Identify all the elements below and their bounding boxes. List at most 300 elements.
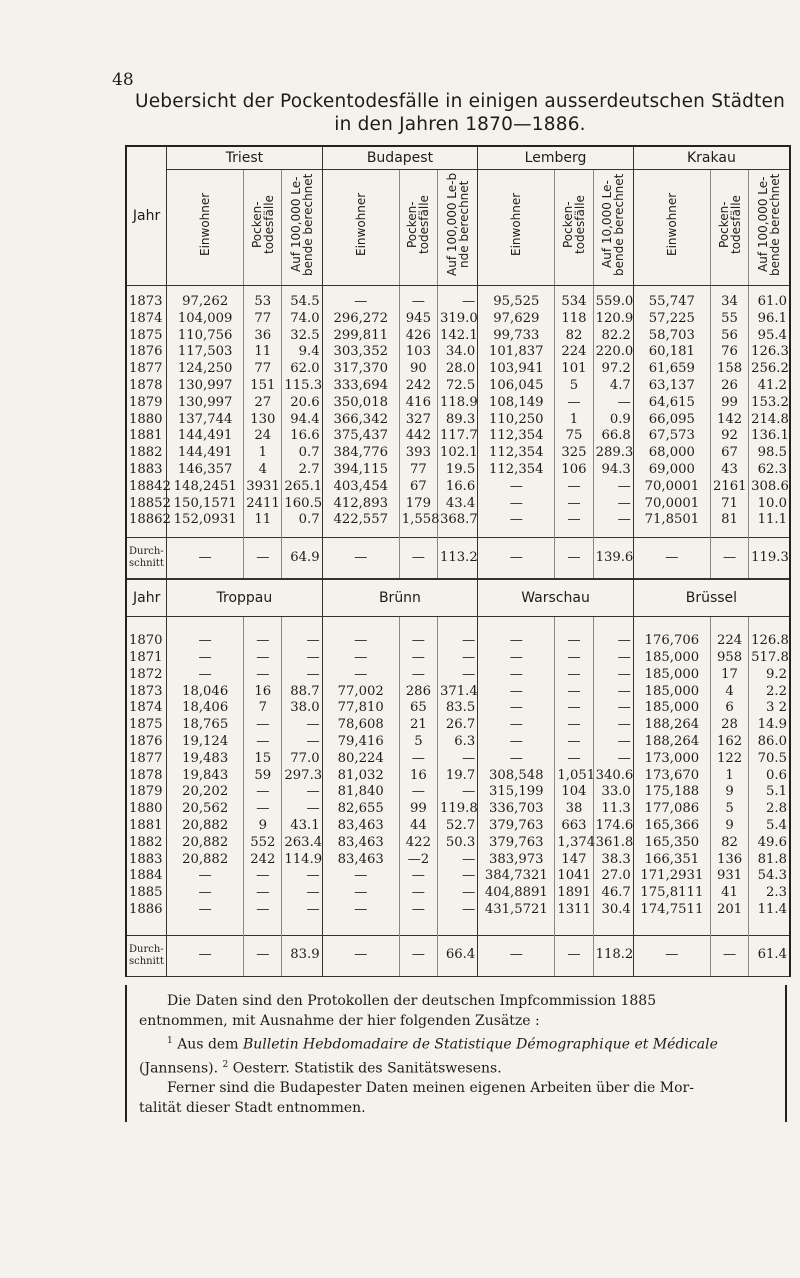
table-cell: 72.5 [437,378,477,395]
table-cell: 78,608 [322,717,399,734]
table-cell: 224 [710,633,748,650]
table-cell: 404,8891 [478,885,555,902]
table-cell: 82 [555,328,593,345]
table-cell: — [282,868,322,885]
table-cell: 102.1 [437,445,477,462]
year-cell: 1880 [129,801,163,817]
table-cell: — [282,885,322,902]
year-cell: 1879 [129,784,163,800]
note-line: talität dieser Stadt entnommen. [139,1100,366,1117]
table-row [127,395,789,412]
table-cell: 27 [244,395,282,412]
footnote-text: Aus dem [177,1036,239,1053]
table-cell: 30.4 [593,902,633,919]
footnote-2-text: Oesterr. Statistik des Sanitätswesens. [232,1060,502,1077]
table-cell: 41 [710,885,748,902]
table-cell: 158 [710,361,748,378]
table-cell: 28.0 [437,361,477,378]
table-cell: 97,262 [167,294,244,311]
table-cell: — [593,751,633,768]
table-cell: 144,491 [167,445,244,462]
table-cell: 18,406 [167,700,244,717]
year-cell: 1872 [129,666,163,682]
table-cell: 77,810 [322,700,399,717]
table-cell: — [167,902,244,919]
table-cell: 79,416 [322,734,399,751]
table-cell: 340.6 [593,768,633,785]
table-cell: 286 [399,684,437,701]
table-cell: — [399,294,437,311]
table-cell: 16 [244,684,282,701]
table-cell: — [555,751,593,768]
table-cell: 81,032 [322,768,399,785]
table-cell: 150,1571 [167,496,244,513]
table-cell: 368.7 [437,512,477,529]
average-row [127,538,789,579]
table-cell: 958 [710,650,748,667]
table-cell: — [244,784,282,801]
table-cell: 106 [555,462,593,479]
table-cell: 153.2 [749,395,789,412]
table-cell: 67 [710,445,748,462]
table-cell: 416 [399,395,437,412]
table-cell: — [593,734,633,751]
table-cell: 86.0 [749,734,789,751]
spacer-row [127,617,789,634]
table-cell: — [478,684,555,701]
city-header-budapest: Budapest [322,147,478,170]
table-cell: 104,009 [167,311,244,328]
table-row [127,784,789,801]
table-row [127,717,789,734]
col-header-rate: Auf 100,000 Le-bende berechnet [282,170,322,286]
table-cell: — [282,784,322,801]
table-cell: — [322,294,399,311]
footnote-1 [139,1031,785,1055]
table-cell: 9.2 [749,667,789,684]
table-row [127,835,789,852]
year-cell: 1883 [129,461,163,477]
city-header-warschau: Warschau [478,580,634,617]
table-cell: 33.0 [593,784,633,801]
table-cell: — [555,633,593,650]
average-cell: — [244,538,282,579]
table-cell: 147 [555,852,593,869]
table-cell: 18,765 [167,717,244,734]
table-cell: — [593,650,633,667]
table-cell: — [478,751,555,768]
table-cell: 4.7 [593,378,633,395]
table-cell: — [593,395,633,412]
table-cell: 24 [244,428,282,445]
table-cell: — [167,633,244,650]
table-cell: — [437,294,477,311]
table-row [127,361,789,378]
average-cell: — [399,935,437,976]
table-row [127,512,789,529]
table-row [127,328,789,345]
table-cell: 0.6 [749,768,789,785]
table-cell: 173,670 [633,768,710,785]
table-cell: 17 [710,667,748,684]
table-cell: 70.5 [749,751,789,768]
col-header-population: Einwohner [478,170,555,286]
table-cell: — [593,633,633,650]
average-cell: 64.9 [282,538,322,579]
table-row [127,818,789,835]
average-row [127,935,789,976]
table-cell: — [322,650,399,667]
table-cell: 315,199 [478,784,555,801]
table-cell: 403,454 [322,479,399,496]
table-cell: 256.2 [749,361,789,378]
table-cell: 26 [710,378,748,395]
table-cell: — [478,633,555,650]
table-cell: 144,491 [167,428,244,445]
table-cell: 115.3 [282,378,322,395]
table-cell: — [244,717,282,734]
table-cell: 67,573 [633,428,710,445]
year-cell: 1875 [129,327,163,343]
table-cell: 34.0 [437,344,477,361]
average-label: Durch-schnitt [127,935,167,976]
table-cell: 82,655 [322,801,399,818]
table-row [127,868,789,885]
table-cell: 55,747 [633,294,710,311]
table-cell: 20.6 [282,395,322,412]
table-cell: 43 [710,462,748,479]
table-cell: — [244,885,282,902]
table-cell: — [555,395,593,412]
table-cell: 5 [555,378,593,395]
table-cell: 297.3 [282,768,322,785]
table-cell: 70,0001 [633,479,710,496]
average-cell: 61.4 [749,935,789,976]
year-cell: 1880 [129,411,163,427]
average-cell: — [167,538,244,579]
table-cell: — [593,684,633,701]
table-cell: 242 [244,852,282,869]
table-cell: 32.5 [282,328,322,345]
table-cell: — [478,512,555,529]
table-cell: 16.6 [437,479,477,496]
table-cell: 18,046 [167,684,244,701]
city-header-bruessel: Brüssel [633,580,789,617]
table-cell: — [555,734,593,751]
table-cell: 108,149 [478,395,555,412]
table-cell: — [282,717,322,734]
table-cell: 89.3 [437,412,477,429]
table-cell: — [282,902,322,919]
table-cell: 118.9 [437,395,477,412]
table-cell: 83.5 [437,700,477,717]
table-cell: 114.9 [282,852,322,869]
table-cell: — [478,717,555,734]
table-2 [127,579,789,977]
city-header-triest: Triest [167,147,323,170]
table-cell: — [322,885,399,902]
table-cell: 97,629 [478,311,555,328]
table-cell: 27.0 [593,868,633,885]
table-cell: 2.7 [282,462,322,479]
table-cell: — [437,751,477,768]
table-cell: 54.5 [282,294,322,311]
col-header-deaths: Pocken-todesfälle [710,170,748,286]
table-cell: 19,483 [167,751,244,768]
table-cell: 175,188 [633,784,710,801]
table-cell: 945 [399,311,437,328]
table-cell: — [167,667,244,684]
table-cell: 19.7 [437,768,477,785]
table-cell: — [282,667,322,684]
table-cell: — [244,902,282,919]
year-cell: 1877 [129,361,163,377]
year-cell: 1881 [129,428,163,444]
table-cell: 66,095 [633,412,710,429]
table-cell: 1,374 [555,835,593,852]
table-cell: 151 [244,378,282,395]
table-cell: 71 [710,496,748,513]
col-header-population: Einwohner [167,170,244,286]
table-cell: — [555,717,593,734]
year-cell: 18842 [129,478,171,494]
table-cell: — [244,650,282,667]
table-cell: 126.3 [749,344,789,361]
table-cell: 185,000 [633,700,710,717]
table-cell: 317,370 [322,361,399,378]
table-cell: 106,045 [478,378,555,395]
table-row [127,378,789,395]
table-cell: 336,703 [478,801,555,818]
table-cell: — [244,868,282,885]
table-cell: 19.5 [437,462,477,479]
year-cell: 1882 [129,834,163,850]
table-cell: 179 [399,496,437,513]
table-cell: 9 [710,818,748,835]
average-cell: — [478,935,555,976]
table-cell: 412,893 [322,496,399,513]
average-cell: — [555,935,593,976]
table-cell: 112,354 [478,462,555,479]
table-cell: — [322,667,399,684]
table-row [127,852,789,869]
table-cell: 59 [244,768,282,785]
spacer-row [127,529,789,538]
table-cell: 379,763 [478,818,555,835]
table-cell: 319.0 [437,311,477,328]
table-cell: 54.3 [749,868,789,885]
table-cell: — [437,633,477,650]
year-cell: 1876 [129,733,163,749]
table-cell: 60,181 [633,344,710,361]
average-cell: 139.6 [593,538,633,579]
table-cell: 152,0931 [167,512,244,529]
table-cell: 263.4 [282,835,322,852]
table-cell: — [399,902,437,919]
table-cell: 63,137 [633,378,710,395]
city-header-troppau: Troppau [167,580,323,617]
table-cell: 173,000 [633,751,710,768]
table-cell: 82.2 [593,328,633,345]
table-cell: 220.0 [593,344,633,361]
table-cell: 1,051 [555,768,593,785]
year-cell: 1881 [129,817,163,833]
table-cell: 162 [710,734,748,751]
col-header-rate: Auf 100,000 Le-b nde berechnet [437,170,477,286]
table-cell: 296,272 [322,311,399,328]
table-row [127,479,789,496]
year-cell: 1873 [129,294,163,309]
footnote-text: (Jannsens). [139,1060,219,1077]
table-cell: 80,224 [322,751,399,768]
table-cell: 103 [399,344,437,361]
page-number: 48 [112,70,134,90]
title-line-1: Uebersicht der Pockentodesfälle in einigen ausserdeutschen Städten [134,91,786,112]
table-cell: 5 [399,734,437,751]
table-cell: 379,763 [478,835,555,852]
table-cell: — [593,667,633,684]
table-cell: 88.7 [282,684,322,701]
table-cell: 20,882 [167,852,244,869]
table-cell: — [437,868,477,885]
table-cell: 166,351 [633,852,710,869]
table-cell: 43.1 [282,818,322,835]
table-cell: 110,250 [478,412,555,429]
table-cell: — [555,496,593,513]
table-cell: —2 [399,852,437,869]
table-cell: 289.3 [593,445,633,462]
table-cell: — [555,667,593,684]
table-cell: 36 [244,328,282,345]
average-label: Durch-schnitt [127,538,167,579]
spacer-row [127,286,789,295]
year-cell: 1883 [129,851,163,867]
table-cell: 327 [399,412,437,429]
table-cell: 119.8 [437,801,477,818]
table-row [127,462,789,479]
table-cell: 120.9 [593,311,633,328]
table-cell: 176,706 [633,633,710,650]
table-cell: 5 [710,801,748,818]
table-cell: 62.0 [282,361,322,378]
table-cell: — [437,902,477,919]
table-cell: 38.0 [282,700,322,717]
table-cell: 118 [555,311,593,328]
table-cell: 38 [555,801,593,818]
table-cell: 55 [710,311,748,328]
table-cell: — [555,479,593,496]
average-cell: — [633,935,710,976]
table-cell: 95,525 [478,294,555,311]
average-cell: — [399,538,437,579]
table-cell: — [478,479,555,496]
table-cell: — [399,633,437,650]
table-cell: 112,354 [478,428,555,445]
table-cell: 422 [399,835,437,852]
table-cell: — [244,734,282,751]
table-cell: 7 [244,700,282,717]
year-cell: 1885 [129,885,163,901]
table-cell: 9 [710,784,748,801]
city-header-lemberg: Lemberg [478,147,634,170]
table-row [127,902,789,919]
year-cell: 1871 [129,649,163,665]
table-cell: 10.0 [749,496,789,513]
table-cell: 137,744 [167,412,244,429]
col-header-rate: Auf 10,000 Le-bende berechnet [593,170,633,286]
table-cell: 64,615 [633,395,710,412]
table-cell: — [555,684,593,701]
table-cell: 11 [244,512,282,529]
table-cell: 185,000 [633,667,710,684]
table-cell: 61.0 [749,294,789,311]
average-cell: — [555,538,593,579]
table-cell: 122 [710,751,748,768]
table-cell: 21 [399,717,437,734]
table-cell: 1311 [555,902,593,919]
note-line: Ferner sind die Budapester Daten meinen eigenen Arbeiten über die Mor- [167,1080,694,1097]
table-cell: 41.2 [749,378,789,395]
table-cell: 69,000 [633,462,710,479]
table-cell: 2411 [244,496,282,513]
city-header-bruenn: Brünn [322,580,478,617]
table-cell: 71,8501 [633,512,710,529]
table-cell: 2161 [710,479,748,496]
table-cell: 20,562 [167,801,244,818]
average-cell: — [478,538,555,579]
table-cell: 56 [710,328,748,345]
col-header-deaths: Pocken-todesfälle [555,170,593,286]
table-row [127,445,789,462]
table-cell: 308,548 [478,768,555,785]
year-header: Jahr [127,580,167,617]
table-cell: — [399,650,437,667]
table-cell: 426 [399,328,437,345]
year-cell: 1879 [129,394,163,410]
average-cell: 83.9 [282,935,322,976]
average-cell: 66.4 [437,935,477,976]
table-2-city-header-row [127,580,789,617]
year-cell: 1878 [129,767,163,783]
table-cell: 77 [244,311,282,328]
table-cell: — [593,512,633,529]
table-row [127,700,789,717]
table-cell: 117,503 [167,344,244,361]
table-cell: — [399,751,437,768]
table-cell: 160.5 [282,496,322,513]
average-cell: — [322,538,399,579]
table-cell: 126.8 [749,633,789,650]
table-cell: — [322,902,399,919]
table-cell: 2.3 [749,885,789,902]
table-cell: 97.2 [593,361,633,378]
table-cell: 57,225 [633,311,710,328]
table-cell: 185,000 [633,650,710,667]
table-row [127,885,789,902]
table-cell: — [282,650,322,667]
table-cell: — [399,885,437,902]
table-cell: 136 [710,852,748,869]
table-cell: 185,000 [633,684,710,701]
table-cell: 366,342 [322,412,399,429]
table-cell: 77,002 [322,684,399,701]
table-cell: 38.3 [593,852,633,869]
table-cell: 431,5721 [478,902,555,919]
table-cell: 517.8 [749,650,789,667]
table-cell: 83,463 [322,852,399,869]
col-header-rate: Auf 100,000 Le-bende berechnet [749,170,789,286]
table-cell: 188,264 [633,734,710,751]
